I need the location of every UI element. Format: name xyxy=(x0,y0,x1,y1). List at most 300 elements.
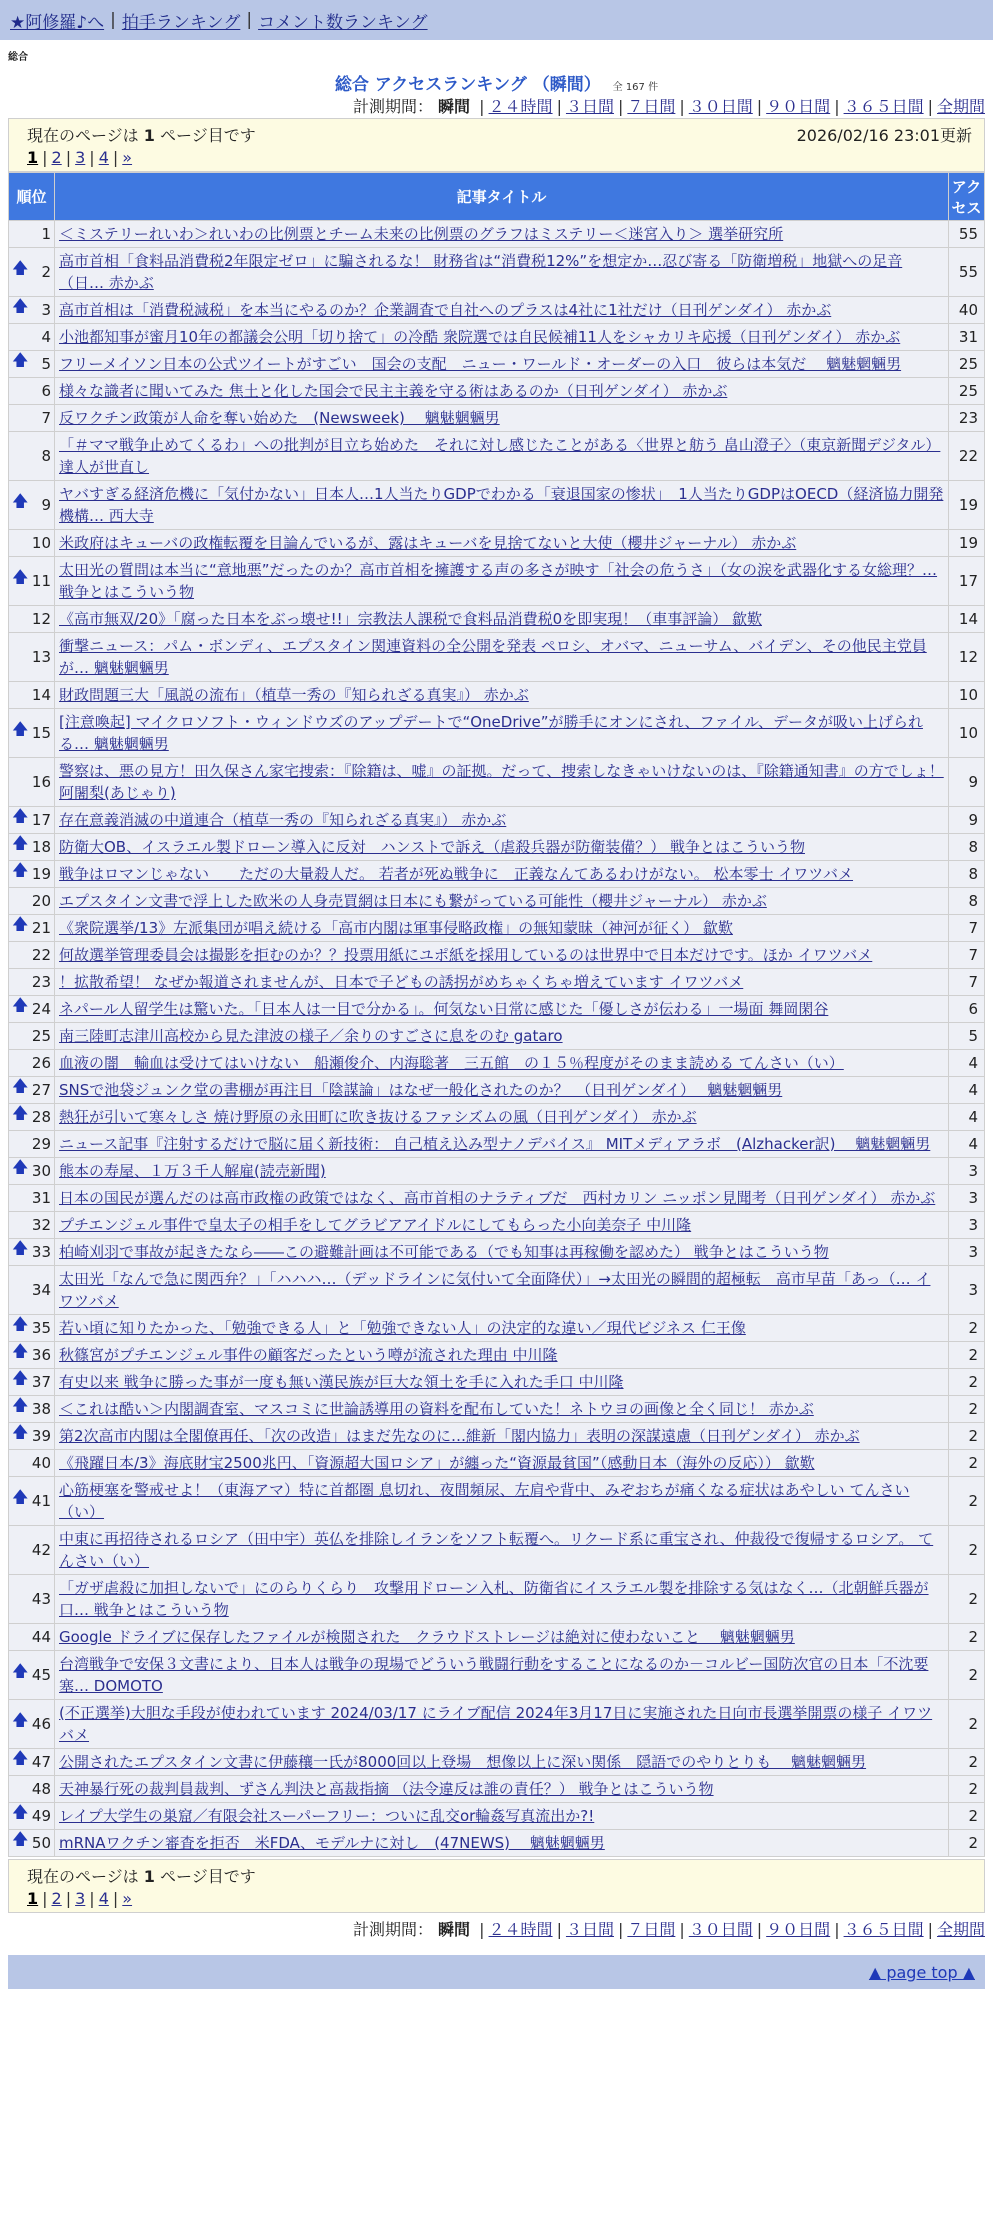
access-count: 25 xyxy=(949,378,985,405)
title-cell xyxy=(55,633,949,682)
rank-number: 5 xyxy=(41,355,51,373)
access-count: 7 xyxy=(949,969,985,996)
article-link[interactable]: 血液の闇 輸血は受けてはいけない 船瀬俊介、内海聡著 三五館 の１５％程度がそのまま読める てんさい（い） xyxy=(59,1054,844,1072)
page-link[interactable]: 3 xyxy=(75,148,86,167)
up-arrow-icon: 🡅 xyxy=(12,1661,29,1681)
up-arrow-icon: 🡅 xyxy=(12,296,29,316)
rank-cell xyxy=(9,633,55,682)
article-link[interactable]: 警察は、悪の見方！田久保さん家宅捜索：『除籍は、嘘』の証拠。だって、捜索しなきゃいけないのは、『除籍通知書』の方でしょ！ 阿闍梨(あじゃり) xyxy=(59,762,944,802)
access-count: 10 xyxy=(949,709,985,758)
article-link[interactable]: Google ドライブに保存したファイルが検閲された クラウドストレージは絶対に使わないこと 魑魅魍魎男 xyxy=(59,1628,795,1646)
period-link[interactable]: ９０日間 xyxy=(766,97,831,116)
period-link[interactable]: 全期間 xyxy=(936,97,985,116)
rank-number: 39 xyxy=(31,1427,51,1445)
title-cell xyxy=(55,324,949,351)
table-row xyxy=(9,1651,985,1700)
article-link[interactable]: 米政府はキューバの政権転覆を目論んでいるが、露はキューバを見捨てないと大使（櫻井ジャーナル） 赤かぶ xyxy=(59,534,797,552)
page-title-text: 総合 アクセスランキング （瞬間） xyxy=(334,75,601,95)
article-link[interactable]: 戦争はロマンじゃない ただの大量殺人だ。 若者が死ぬ戦争に 正義なんてあるわけがない。 松本零士 イワツバメ xyxy=(59,865,854,883)
title-cell xyxy=(55,1369,949,1396)
title-cell xyxy=(55,1396,949,1423)
rank-number: 8 xyxy=(41,447,51,465)
article-link[interactable]: 防衛大OB、イスラエル製ドローン導入に反対 ハンストで訴え（虐殺兵器が防衛装備？） 戦争とはこういう物 xyxy=(59,838,805,856)
up-arrow-icon: 🡅 xyxy=(12,1802,29,1822)
col-count-header: アクセス xyxy=(949,173,985,221)
article-link[interactable]: 小池都知事が蜜月10年の都議会公明「切り捨て」の冷酷 衆院選では自民候補11人をシャカリキ応援（日刊ゲンダイ） 赤かぶ xyxy=(59,328,901,346)
table-row xyxy=(9,1266,985,1315)
title-cell xyxy=(55,1651,949,1700)
period-separator: | xyxy=(834,97,840,116)
rank-number: 37 xyxy=(31,1373,51,1391)
rank-cell xyxy=(9,606,55,633)
article-link[interactable]: ！拡散希望！ なぜか報道されませんが、日本で子どもの誘拐がめちゃくちゃ増えています イワツバメ xyxy=(59,973,744,991)
total-count: 全 167 件 xyxy=(612,82,659,93)
rank-cell xyxy=(9,405,55,432)
page-separator: | xyxy=(65,1889,72,1908)
rank-cell xyxy=(9,1477,55,1526)
article-link[interactable]: 第2次高市内閣は全閣僚再任、「次の改造」はまだ先なのに…維新「閣内協力」表明の深謀遠慮（日刊ゲンダイ） 赤かぶ xyxy=(59,1427,860,1445)
table-row xyxy=(9,1830,985,1857)
article-link[interactable]: 何故選挙管理委員会は撮影を拒むのか？？投票用紙にユポ紙を採用しているのは世界中で日本だけです。ほか イワツバメ xyxy=(59,946,873,964)
access-count: 2 xyxy=(949,1450,985,1477)
period-separator: | xyxy=(479,1920,485,1939)
table-row xyxy=(9,378,985,405)
up-arrow-icon: 🡅 xyxy=(12,1368,29,1388)
rank-cell xyxy=(9,221,55,248)
title-cell xyxy=(55,1158,949,1185)
access-count: 2 xyxy=(949,1575,985,1624)
title-cell xyxy=(55,1450,949,1477)
period-link[interactable]: ２４時間 xyxy=(488,1920,553,1939)
title-cell xyxy=(55,1700,949,1749)
period-link[interactable]: 全期間 xyxy=(936,1920,985,1939)
up-arrow-icon: 🡅 xyxy=(12,1487,29,1507)
period-link[interactable]: ２４時間 xyxy=(488,97,553,116)
rank-cell xyxy=(9,888,55,915)
table-row xyxy=(9,1104,985,1131)
rank-number: 22 xyxy=(31,946,51,964)
applause-ranking-link[interactable]: 拍手ランキング xyxy=(121,12,241,33)
table-row xyxy=(9,758,985,807)
up-arrow-icon: 🡅 xyxy=(12,1395,29,1415)
up-arrow-icon: 🡅 xyxy=(12,1314,29,1334)
title-cell xyxy=(55,1266,949,1315)
rank-number: 48 xyxy=(31,1780,51,1798)
up-arrow-icon: 🡅 xyxy=(12,1341,29,1361)
title-cell xyxy=(55,1342,949,1369)
table-row xyxy=(9,530,985,557)
rank-number: 12 xyxy=(31,610,51,628)
table-row xyxy=(9,1396,985,1423)
rank-cell xyxy=(9,557,55,606)
period-link[interactable]: ３日間 xyxy=(565,97,614,116)
article-link[interactable]: 財政問題三大「風説の流布」（植草一秀の『知られざる真実』） 赤かぶ xyxy=(59,686,529,704)
page-separator: | xyxy=(89,1889,95,1908)
rank-number: 14 xyxy=(31,686,51,704)
access-count: 12 xyxy=(949,633,985,682)
rank-cell xyxy=(9,1830,55,1857)
page-links xyxy=(27,148,972,167)
access-count: 9 xyxy=(949,758,985,807)
rank-cell xyxy=(9,1050,55,1077)
title-cell xyxy=(55,1315,949,1342)
period-separator: | xyxy=(756,1920,763,1939)
table-row xyxy=(9,1624,985,1651)
access-count: 7 xyxy=(949,942,985,969)
rank-number: 20 xyxy=(31,892,51,910)
title-cell xyxy=(55,1104,949,1131)
table-row xyxy=(9,1212,985,1239)
rank-number: 47 xyxy=(31,1753,51,1771)
rank-number: 45 xyxy=(31,1666,51,1684)
access-count: 2 xyxy=(949,1776,985,1803)
article-link[interactable]: 秋篠宮がプチエンジェル事件の顧客だったという噂が流された理由 中川隆 xyxy=(59,1346,558,1364)
table-row xyxy=(9,709,985,758)
article-link[interactable]: 有史以来 戦争に勝った事が一度も無い漢民族が巨大な領土を手に入れた手口 中川隆 xyxy=(59,1373,624,1391)
title-cell xyxy=(55,1050,949,1077)
title-cell xyxy=(55,807,949,834)
page-status-number: 1 xyxy=(143,126,155,145)
period-separator: | xyxy=(834,1920,840,1939)
article-link[interactable]: 存在意義消滅の中道連合（植草一秀の『知られざる真実』） 赤かぶ xyxy=(59,811,507,829)
rank-cell xyxy=(9,1315,55,1342)
table-row xyxy=(9,834,985,861)
home-link[interactable]: ★阿修羅♪へ xyxy=(10,12,105,33)
page-separator: | xyxy=(42,148,48,167)
rank-cell xyxy=(9,1423,55,1450)
article-link[interactable]: 柏崎刈羽で事故が起きたなら――この避難計画は不可能である（でも知事は再稼働を認めた） 戦争とはこういう物 xyxy=(59,1243,829,1261)
article-link[interactable]: 《高市無双/20》「腐った日本をぶっ壊せ!!」宗教法人課税で食料品消費税0を即実現！（車事評論） 歙歎 xyxy=(59,610,762,628)
title-cell xyxy=(55,1776,949,1803)
rank-number: 43 xyxy=(31,1590,51,1608)
article-link[interactable]: 《飛躍日本/3》海底財宝2500兆円、「資源超大国ロシア」が纏った“資源最貧国”（感動日本（海外の反応）） 歙歎 xyxy=(59,1454,815,1472)
table-row xyxy=(9,807,985,834)
title-cell xyxy=(55,405,949,432)
table-row xyxy=(9,248,985,297)
title-cell xyxy=(55,221,949,248)
rank-cell xyxy=(9,1342,55,1369)
access-count: 55 xyxy=(949,248,985,297)
access-count: 4 xyxy=(949,1077,985,1104)
access-count: 19 xyxy=(949,530,985,557)
table-row xyxy=(9,1342,985,1369)
table-row xyxy=(9,861,985,888)
period-link[interactable]: ３６５日間 xyxy=(843,97,924,116)
access-count: 2 xyxy=(949,1396,985,1423)
article-link[interactable]: ニュース記事『注射するだけで脳に届く新技術： 自己植え込み型ナノデバイス』 MITメディアラボ (Alzhacker訳) 魑魅魍魎男 xyxy=(59,1135,931,1153)
period-links xyxy=(475,1920,985,1939)
title-cell xyxy=(55,351,949,378)
page-top-link[interactable]: ▲ page top ▲ xyxy=(868,1962,975,1982)
up-arrow-icon: 🡅 xyxy=(12,1710,29,1730)
article-link[interactable]: 公開されたエプスタイン文書に伊藤穰一氏が8000回以上登場 想像以上に深い関係 隠語でのやりとりも 魑魅魍魎男 xyxy=(59,1753,867,1771)
table-row xyxy=(9,432,985,481)
period-separator: | xyxy=(479,97,485,116)
article-link[interactable]: 《衆院選挙/13》左派集団が唱え続ける「高市内閣は軍事侵略政権」の無知蒙昧（神河が征く） 歙歎 xyxy=(59,919,733,937)
article-link[interactable]: ＜これは酷い＞内閣調査室、マスコミに世論誘導用の資料を配布していた！ネトウヨの画像と全く同じ！ 赤かぶ xyxy=(59,1400,814,1418)
article-link[interactable]: 日本の国民が選んだのは高市政権の政策ではなく、高市首相のナラティブだ 西村カリン ニッポン見聞考（日刊ゲンダイ） 赤かぶ xyxy=(59,1189,936,1207)
up-arrow-icon: 🡅 xyxy=(12,258,29,278)
rank-number: 42 xyxy=(31,1541,51,1559)
article-link[interactable]: 「ガザ虐殺に加担しないで」にのらりくらり 攻撃用ドローン入札、防衛省にイスラエル製を排除する気はなく…（北朝鮮兵器が口… 戦争とはこういう物 xyxy=(59,1579,929,1619)
article-link[interactable]: 熱狂が引いて寒々しさ 焼け野原の永田町に吹き抜けるファシズムの風（日刊ゲンダイ） 赤かぶ xyxy=(59,1108,697,1126)
access-count: 2 xyxy=(949,1342,985,1369)
article-link[interactable]: 太田光の質問は本当に“意地悪”だったのか？高市首相を擁護する声の多さが映す「社会の危うさ」（女の涙を武器化する女総理？… 戦争とはこういう物 xyxy=(59,561,938,601)
title-cell xyxy=(55,996,949,1023)
period-link[interactable]: ３日間 xyxy=(565,1920,614,1939)
table-row xyxy=(9,996,985,1023)
page-title xyxy=(0,70,993,95)
title-cell xyxy=(55,297,949,324)
rank-number: 44 xyxy=(31,1628,51,1646)
rank-cell xyxy=(9,1575,55,1624)
rank-cell xyxy=(9,1776,55,1803)
title-cell xyxy=(55,432,949,481)
table-row xyxy=(9,1450,985,1477)
up-arrow-icon: 🡅 xyxy=(12,1748,29,1768)
period-link[interactable]: ７日間 xyxy=(627,1920,676,1939)
rank-cell xyxy=(9,1749,55,1776)
period-selector-bottom xyxy=(0,1917,993,1941)
page-link-current: 1 xyxy=(27,1889,39,1908)
rank-cell xyxy=(9,1104,55,1131)
up-arrow-icon: 🡅 xyxy=(12,1157,29,1177)
access-count: 2 xyxy=(949,1651,985,1700)
article-link[interactable]: 太田光「なんで急に関西弁？」「ハハハ…（デッドラインに気付いて全面降伏）」→太田光の瞬間的超極転 高市早苗「あっ（… イワツバメ xyxy=(59,1270,931,1310)
article-link[interactable]: 衝撃ニュース：パム・ボンディ、エプスタイン関連資料の全公開を発表 ペロシ、オバマ、ニューサム、バイデン、その他民主党員が… 魑魅魍魎男 xyxy=(59,637,927,677)
rank-cell xyxy=(9,1700,55,1749)
article-link[interactable]: ネパール人留学生は驚いた。「日本人は一目で分かる」。何気ない日常に感じた「優しさが伝わる」一場面 舞岡閑谷 xyxy=(59,1000,829,1018)
rank-cell xyxy=(9,1651,55,1700)
period-separator: | xyxy=(556,97,562,116)
page-links xyxy=(27,1889,972,1908)
article-link[interactable]: ＜ミステリーれいわ＞れいわの比例票とチーム未来の比例票のグラフはミステリー＜迷宮入り＞ 選挙研究所 xyxy=(59,225,784,243)
access-count: 3 xyxy=(949,1212,985,1239)
period-separator: | xyxy=(756,97,763,116)
rank-number: 4 xyxy=(41,328,51,346)
rank-number: 2 xyxy=(41,263,51,281)
table-row xyxy=(9,1526,985,1575)
rank-number: 21 xyxy=(31,919,51,937)
rank-number: 23 xyxy=(31,973,51,991)
page-link[interactable]: 2 xyxy=(51,1889,62,1908)
rank-number: 13 xyxy=(31,648,51,666)
article-link[interactable]: SNSで池袋ジュンク堂の書棚が再注目「陰謀論」はなぜ一般化されたのか？ （日刊ゲンダイ） 魑魅魍魎男 xyxy=(59,1081,783,1099)
title-cell xyxy=(55,1830,949,1857)
rank-number: 26 xyxy=(31,1054,51,1072)
article-link[interactable]: 様々な識者に聞いてみた 焦土と化した国会で民主主義を守る術はあるのか（日刊ゲンダイ） 赤かぶ xyxy=(59,382,728,400)
page-link[interactable]: 2 xyxy=(51,148,62,167)
rank-number: 10 xyxy=(31,534,51,552)
rank-cell xyxy=(9,996,55,1023)
title-cell xyxy=(55,1023,949,1050)
up-arrow-icon: 🡅 xyxy=(12,350,29,370)
table-row xyxy=(9,1050,985,1077)
title-cell xyxy=(55,888,949,915)
title-cell xyxy=(55,1131,949,1158)
article-link[interactable]: 熊本の寿屋、１万３千人解雇(読売新聞) xyxy=(59,1162,326,1180)
access-count: 8 xyxy=(949,888,985,915)
rank-number: 28 xyxy=(31,1108,51,1126)
rank-number: 31 xyxy=(31,1189,51,1207)
table-row xyxy=(9,1131,985,1158)
title-cell xyxy=(55,1185,949,1212)
table-row xyxy=(9,682,985,709)
title-cell xyxy=(55,1077,949,1104)
rank-cell xyxy=(9,1185,55,1212)
access-count: 2 xyxy=(949,1477,985,1526)
article-link[interactable]: 高市首相は「消費税減税」を本当にやるのか？企業調査で自社へのプラスは4社に1社だけ（日刊ゲンダイ） 赤かぶ xyxy=(59,301,832,319)
table-row xyxy=(9,324,985,351)
title-cell xyxy=(55,709,949,758)
access-count: 14 xyxy=(949,606,985,633)
up-arrow-icon: 🡅 xyxy=(12,914,29,934)
table-row xyxy=(9,405,985,432)
access-count: 8 xyxy=(949,834,985,861)
rank-cell xyxy=(9,807,55,834)
page-status xyxy=(27,123,256,146)
period-label: 計測期間： xyxy=(352,97,433,116)
article-link[interactable]: フリーメイソン日本の公式ツイートがすごい 国会の支配 ニュー・ワールド・オーダーの入口 彼らは本気だ 魑魅魍魎男 xyxy=(59,355,902,373)
rank-cell xyxy=(9,1803,55,1830)
rank-cell xyxy=(9,432,55,481)
period-link[interactable]: ７日間 xyxy=(627,97,676,116)
access-count: 2 xyxy=(949,1315,985,1342)
next-page-link[interactable]: » xyxy=(122,148,133,167)
up-arrow-icon: 🡅 xyxy=(12,491,29,511)
article-link[interactable]: ヤバすぎる経済危機に「気付かない」日本人…1人当たりGDPでわかる「衰退国家の惨状」 1人当たりGDPはOECD（経済協力開発機構… 西大寺 xyxy=(59,485,944,525)
article-link[interactable]: エプスタイン文書で浮上した欧米の人身売買網は日本にも繋がっている可能性（櫻井ジャーナル） 赤かぶ xyxy=(59,892,767,910)
updated-time: 2026/02/16 23:01更新 xyxy=(796,126,972,145)
access-count: 2 xyxy=(949,1526,985,1575)
article-link[interactable]: プチエンジェル事件で皇太子の相手をしてグラビアアイドルにしてもらった小向美奈子 中川隆 xyxy=(59,1216,692,1234)
title-cell xyxy=(55,1423,949,1450)
pager-top xyxy=(8,118,985,172)
period-separator: | xyxy=(617,97,624,116)
comment-ranking-link[interactable]: コメント数ランキング xyxy=(258,12,428,33)
rank-cell xyxy=(9,324,55,351)
rank-number: 41 xyxy=(31,1492,51,1510)
rank-cell xyxy=(9,1212,55,1239)
col-rank-header: 順位 xyxy=(9,173,55,221)
article-link[interactable]: 反ワクチン政策が人命を奪い始めた (Newsweek) 魑魅魍魎男 xyxy=(59,409,500,427)
access-count: 25 xyxy=(949,351,985,378)
rank-number: 50 xyxy=(31,1834,51,1852)
rank-number: 25 xyxy=(31,1027,51,1045)
article-link[interactable]: 「＃ママ戦争止めてくるわ」への批判が目立ち始めた それに対し感じたことがある〈世界と舫う 畠山澄子〉（東京新聞デジタル） 達人が世直し xyxy=(59,436,941,476)
page-separator: | xyxy=(42,1889,48,1908)
access-count: 4 xyxy=(949,1131,985,1158)
rank-number: 16 xyxy=(31,773,51,791)
table-row xyxy=(9,1185,985,1212)
rank-number: 38 xyxy=(31,1400,51,1418)
rank-cell xyxy=(9,481,55,530)
period-link[interactable]: ３６５日間 xyxy=(843,1920,924,1939)
period-separator: | xyxy=(556,1920,562,1939)
page-separator: | xyxy=(65,148,72,167)
article-link[interactable]: [注意喚起] マイクロソフト・ウィンドウズのアップデートで“OneDrive”が勝手にオンにされ、ファイル、データが吸い上げられる… 魑魅魍魎男 xyxy=(59,713,923,753)
article-link[interactable]: 心筋梗塞を警戒せよ！（東海アマ）特に首都圏 息切れ、夜間頻尿、左肩や背中、みぞおちが痛くなる症状はあやしい てんさい（い） xyxy=(59,1481,910,1521)
title-cell xyxy=(55,758,949,807)
article-link[interactable]: 若い頃に知りたかった、「勉強できる人」と「勉強できない人」の決定的な違い／現代ビジネス 仁王像 xyxy=(59,1319,746,1337)
access-count: 2 xyxy=(949,1423,985,1450)
title-cell xyxy=(55,969,949,996)
access-count: 55 xyxy=(949,221,985,248)
title-cell xyxy=(55,1803,949,1830)
rank-number: 6 xyxy=(41,382,51,400)
next-page-link[interactable]: » xyxy=(122,1889,133,1908)
article-link[interactable]: 南三陸町志津川高校から見た津波の様子／余りのすごさに息をのむ gataro xyxy=(59,1027,563,1045)
title-cell xyxy=(55,1239,949,1266)
table-row xyxy=(9,557,985,606)
article-link[interactable]: 高市首相「食料品消費税2年限定ゼロ」に騙されるな！ 財務省は“消費税12%”を想定か…忍び寄る「防衛増税」地獄への足音（日… 赤かぶ xyxy=(59,252,903,292)
section-tag: 総合 xyxy=(8,52,28,63)
rank-cell xyxy=(9,1450,55,1477)
rank-cell xyxy=(9,1131,55,1158)
article-link[interactable]: 天神暴行死の裁判員裁判、ずさん判決と高裁指摘 （法令違反は誰の責任？） 戦争とはこういう物 xyxy=(59,1780,714,1798)
access-count: 4 xyxy=(949,1104,985,1131)
rank-cell xyxy=(9,1396,55,1423)
rank-number: 35 xyxy=(31,1319,51,1337)
access-count: 19 xyxy=(949,481,985,530)
article-link[interactable]: レイプ大学生の巣窟／有限会社スーパーフリー：ついに乱交or輪姦写真流出か?! xyxy=(59,1807,595,1825)
article-link[interactable]: 台湾戦争で安保３文書により、日本人は戦争の現場でどういう戦闘行動をすることになるのか－コルビー国防次官の日本「不沈要塞… DOMOTO xyxy=(59,1655,929,1695)
page-separator: | xyxy=(112,1889,119,1908)
table-row xyxy=(9,481,985,530)
article-link[interactable]: mRNAワクチン審査を拒否 米FDA、モデルナに対し (47NEWS) 魑魅魍魎男 xyxy=(59,1834,605,1852)
page-link[interactable]: 3 xyxy=(75,1889,86,1908)
rank-number: 24 xyxy=(31,1000,51,1018)
rank-number: 9 xyxy=(41,496,51,514)
period-link[interactable]: ９０日間 xyxy=(766,1920,831,1939)
ranking-table xyxy=(8,172,985,1857)
page-link[interactable]: 4 xyxy=(98,148,109,167)
page-separator: | xyxy=(112,148,119,167)
table-row xyxy=(9,297,985,324)
table-row xyxy=(9,1776,985,1803)
rank-cell xyxy=(9,758,55,807)
table-row xyxy=(9,351,985,378)
period-link[interactable]: ３０日間 xyxy=(688,1920,753,1939)
title-cell xyxy=(55,557,949,606)
page-status-prefix: 現在のページは xyxy=(27,1867,139,1886)
access-count: 2 xyxy=(949,1700,985,1749)
page-link[interactable]: 4 xyxy=(98,1889,109,1908)
page-status-prefix: 現在のページは xyxy=(27,126,139,145)
access-count: 40 xyxy=(949,297,985,324)
rank-number: 34 xyxy=(31,1281,51,1299)
rank-number: 11 xyxy=(31,572,51,590)
rank-cell xyxy=(9,248,55,297)
page-status-suffix: ページ目です xyxy=(160,126,256,145)
period-current: 瞬間 xyxy=(438,1920,471,1939)
article-link[interactable]: (不正選挙)大胆な手段が使われています 2024/03/17 にライブ配信 2024年3月17日に実施された日向市長選挙開票の様子 イワツバメ xyxy=(59,1704,933,1744)
period-link[interactable]: ３０日間 xyxy=(688,97,753,116)
table-row xyxy=(9,1749,985,1776)
rank-number: 30 xyxy=(31,1162,51,1180)
page-status-suffix: ページ目です xyxy=(160,1867,256,1886)
access-count: 2 xyxy=(949,1830,985,1857)
table-row xyxy=(9,1575,985,1624)
rank-number: 1 xyxy=(41,225,51,243)
table-row xyxy=(9,915,985,942)
article-link[interactable]: 中東に再招待されるロシア（田中宇）英仏を排除しイランをソフト転覆へ。リクード系に重宝され、仲裁役で復帰するロシア。 てんさい（い） xyxy=(59,1530,934,1570)
table-row xyxy=(9,1023,985,1050)
table-row xyxy=(9,1158,985,1185)
up-arrow-icon: 🡅 xyxy=(12,1103,29,1123)
access-count: 4 xyxy=(949,1050,985,1077)
title-cell xyxy=(55,942,949,969)
